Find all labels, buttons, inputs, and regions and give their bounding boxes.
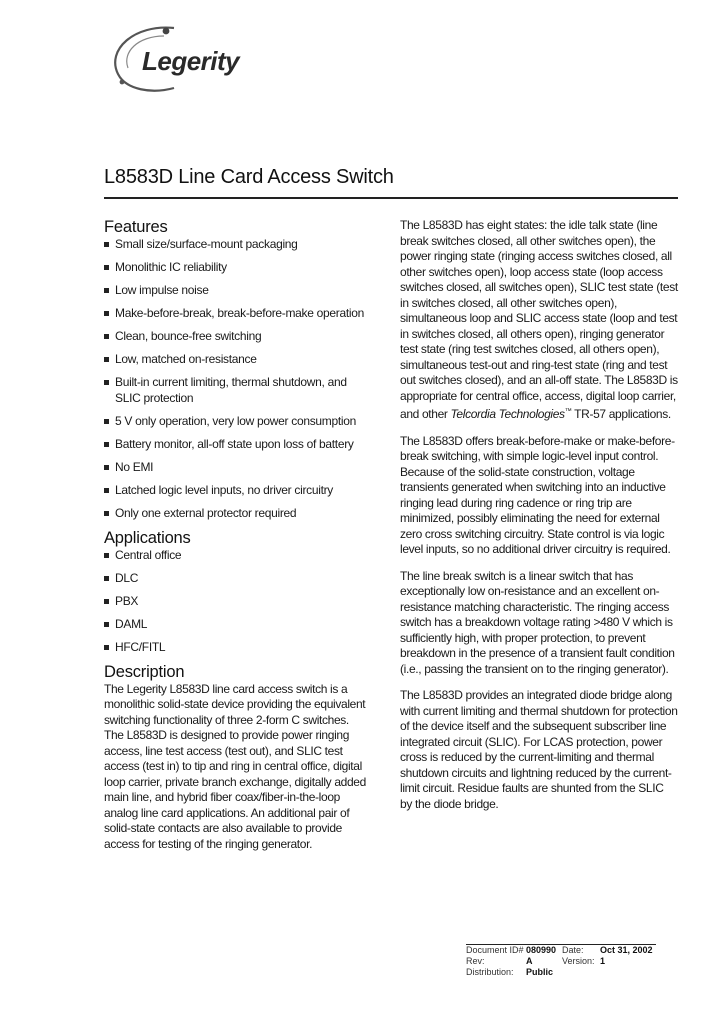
list-item: Central office — [104, 548, 366, 564]
list-item: No EMI — [104, 460, 366, 476]
bullet-square-icon — [104, 645, 109, 650]
document-id: 080990 — [526, 945, 557, 955]
list-item: Battery monitor, all-off state upon loss of battery — [104, 437, 366, 453]
list-item: Small size/surface-mount packaging — [104, 237, 366, 253]
bullet-square-icon — [104, 442, 109, 447]
bullet-square-icon — [104, 419, 109, 424]
bullet-square-icon — [104, 622, 109, 627]
bullet-square-icon — [104, 380, 109, 385]
document-rev: A — [526, 956, 533, 966]
features-list — [104, 237, 366, 521]
right-column — [400, 218, 678, 823]
list-item: HFC/FITL — [104, 640, 366, 656]
list-item: Make-before-break, break-before-make operation — [104, 306, 366, 322]
title-divider — [104, 197, 678, 199]
document-version: 1 — [600, 956, 606, 966]
states-paragraph: The L8583D has eight states: the idle talk state (line break switches closed, all other switches open), the power ringing state (ringing access switches closed, all other switches open), loop access state (loop access switches closed, all switches open), SLIC test state (test in switches closed, all other switches open), simultaneous loop and SLIC access state (loop and test in switches closed, all others open), ringing generator test state (ring test switches closed, all others open), simultaneous test-out and ring-test state (ring and test out switches closed), and an all-off state. The L8583D is appropriate for central office, access, digital loop carrier, and other Telcordia Technologies™ TR-57 applications. — [400, 218, 678, 421]
document-info — [466, 944, 656, 978]
list-item: PBX — [104, 594, 366, 610]
list-item: DLC — [104, 571, 366, 587]
list-item: Built-in current limiting, thermal shutdown, and SLIC protection — [104, 375, 366, 406]
document-distribution: Public — [526, 967, 554, 977]
left-column — [104, 218, 366, 863]
list-item: Clean, bounce-free switching — [104, 329, 366, 345]
bullet-square-icon — [104, 242, 109, 247]
page-title: L8583D Line Card Access Switch — [104, 166, 394, 188]
bullet-square-icon — [104, 599, 109, 604]
bullet-square-icon — [104, 465, 109, 470]
list-item: Latched logic level inputs, no driver circuitry — [104, 483, 366, 499]
document-info-row: Rev: A Version: 1 — [466, 956, 606, 966]
document-info-row: Document ID# 080990 Date: Oct 31, 2002 — [466, 945, 653, 955]
applications-heading: Applications — [104, 528, 191, 547]
bullet-square-icon — [104, 357, 109, 362]
applications-list — [104, 548, 366, 656]
description-heading: Description — [104, 662, 185, 681]
line-break-paragraph: The line break switch is a linear switch that has exceptionally low on-resistance and an excellent on-resistance matching characteristic. The ringing access switch has a breakdown voltage rating >480 V which is sufficiently high, with proper protection, to prevent breakdown in the presence of a transient fault condition (i.e., passing the transient on to the ringing generator). — [400, 568, 675, 676]
list-item: Only one external protector required — [104, 506, 366, 522]
list-item: Low, matched on-resistance — [104, 352, 366, 368]
bullet-square-icon — [104, 334, 109, 339]
bullet-square-icon — [104, 553, 109, 558]
bullet-square-icon — [104, 488, 109, 493]
list-item: DAML — [104, 617, 366, 633]
features-heading: Features — [104, 218, 168, 236]
telcordia-trademark: Telcordia Technologies — [450, 407, 565, 421]
bullet-square-icon — [104, 511, 109, 516]
bullet-square-icon — [104, 265, 109, 270]
document-info-row: Distribution: Public — [466, 967, 656, 978]
bullet-square-icon — [104, 288, 109, 293]
legerity-logo — [104, 22, 254, 98]
list-item: Monolithic IC reliability — [104, 260, 366, 276]
document-date: Oct 31, 2002 — [600, 945, 653, 955]
protection-paragraph: The L8583D provides an integrated diode bridge along with current limiting and thermal shutdown for protection of the device itself and the subsequent subscriber line integrated circuit (SLIC). For LCAS protection, power cross is reduced by the current-limiting and thermal shutdown circuits and lightning reduced by the current-limit circuit. Residue faults are shunted from the SLIC by the diode bridge. — [400, 688, 678, 811]
bullet-square-icon — [104, 311, 109, 316]
switching-paragraph: The L8583D offers break-before-make or make-before-break switching, with simple logic-level input control. Because of the solid-state construction, voltage transients generated when switching into an inductive ringing lead during ring cadence or ring trip are minimized, possibly eliminating the need for external zero cross switching circuitry. State control is via logic level inputs, so no additional driver circuitry is required. — [400, 433, 675, 556]
list-item: 5 V only operation, very low power consumption — [104, 414, 366, 430]
logo-wordmark: Legerity — [142, 46, 240, 76]
list-item: Low impulse noise — [104, 283, 366, 299]
bullet-square-icon — [104, 576, 109, 581]
description-paragraph: The Legerity L8583D line card access switch is a monolithic solid-state device providing the equivalent switching functionality of three 2-form C switches. The L8583D is designed to provide power ringing access, line test access (test out), and SLIC test access (test in) to tip and ring in central office, digital loop carrier, private branch exchange, digitally added main line, and hybrid fiber coax/fiber-in-the-loop analog line card applications. An additional pair of solid-state contacts are also available to provide access for testing of the ringing generator. — [104, 681, 366, 851]
